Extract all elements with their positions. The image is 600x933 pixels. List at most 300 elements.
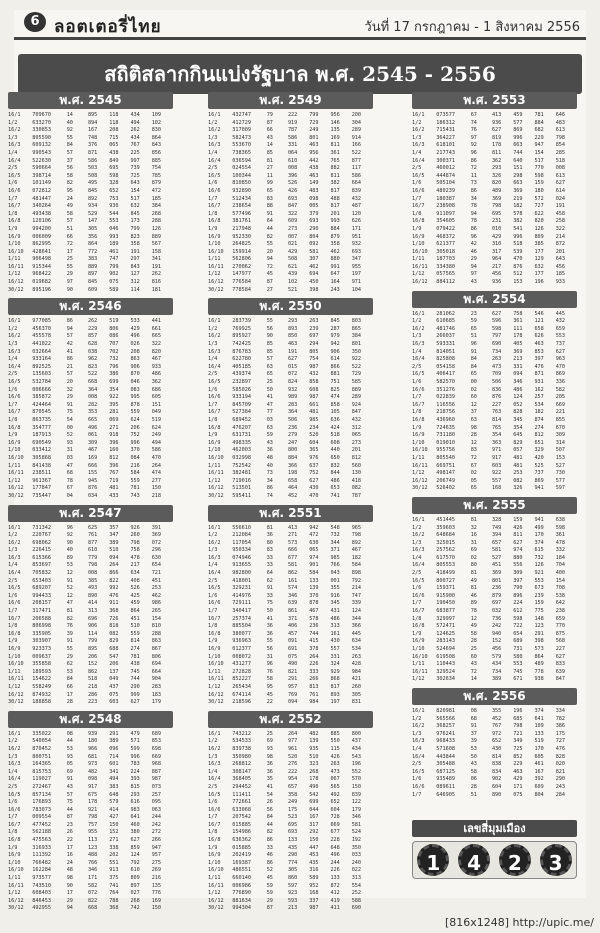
prize-number-cell: 424	[330, 424, 340, 431]
table-row	[8, 547, 173, 555]
prize-number-cell: 693	[287, 829, 298, 836]
first-prize-cell: 164365	[32, 761, 52, 768]
prize-number-cell: 858	[309, 379, 319, 385]
prize-number-cell: 952	[309, 882, 319, 889]
prize-number-cell: 490	[287, 661, 298, 668]
prize-number-cell: 179	[351, 806, 362, 813]
table-row	[8, 570, 173, 578]
prize-number-cell: 668	[87, 905, 98, 912]
prize-number-cell: 368	[109, 608, 119, 615]
prize-number-cell: 553	[534, 577, 544, 584]
table-row	[208, 646, 373, 654]
prize-number-cell: 95	[66, 187, 73, 194]
first-prize-cell: 036594	[232, 157, 252, 164]
prize-number-cell: 51	[470, 791, 477, 798]
first-prize-cell: 186312	[436, 119, 456, 126]
prize-number-cell: 782	[555, 715, 566, 722]
prize-number-cell: 814	[130, 638, 140, 645]
prize-number-cell: 761	[309, 691, 319, 698]
prize-number-cell: 380	[130, 829, 140, 836]
first-prize-cell: 810850	[232, 180, 252, 187]
first-prize-cell: 329231	[232, 585, 252, 592]
prize-number-cell: 962	[87, 356, 98, 363]
draw-date-cell: 1/12	[208, 683, 221, 690]
prize-number-cell: 72	[470, 454, 477, 461]
prize-number-cell: 196	[534, 279, 544, 286]
prize-number-cell: 069	[109, 416, 119, 423]
prize-number-cell: 105	[330, 409, 340, 416]
prize-number-cell: 697	[491, 600, 502, 607]
prize-number-cell: 428	[351, 661, 362, 668]
prize-number-cell: 964	[491, 256, 502, 263]
prize-number-cell: 317	[309, 821, 319, 828]
prize-number-cell: 05	[470, 477, 477, 484]
prize-number-cell: 86	[470, 225, 477, 232]
prize-number-cell: 681	[87, 753, 98, 760]
table-row	[8, 860, 173, 868]
first-prize-cell: 476207	[232, 424, 252, 431]
prize-number-cell: 556	[513, 562, 523, 569]
prize-number-cell: 815	[130, 783, 140, 790]
draw-date-cell: 1/4	[208, 768, 218, 775]
prize-number-cell: 196	[351, 761, 362, 768]
prize-number-cell: 223	[87, 699, 98, 706]
prize-number-cell: 191	[287, 348, 298, 355]
prize-number-cell: 730	[555, 470, 566, 477]
prize-number-cell: 346	[87, 867, 98, 874]
prize-number-cell: 159	[534, 180, 544, 187]
prize-number-cell: 168	[309, 890, 319, 897]
prize-number-cell: 972	[491, 730, 502, 737]
draw-date-cell: 1/7	[8, 401, 18, 408]
prize-number-cell: 548	[330, 524, 340, 531]
first-prize-cell: 498335	[232, 439, 252, 446]
prize-number-cell: 118	[109, 119, 119, 126]
first-prize-cell: 418001	[232, 577, 252, 584]
prize-number-cell: 29	[66, 653, 73, 660]
prize-number-cell: 806	[109, 325, 119, 332]
lucky-digit: 3	[540, 844, 572, 876]
prize-number-cell: 940	[491, 630, 502, 637]
table-row	[8, 669, 173, 677]
prize-number-cell: 236	[287, 424, 298, 431]
prize-number-cell: 665	[151, 333, 162, 340]
prize-number-cell: 25	[266, 730, 273, 737]
prize-number-cell: 496	[130, 333, 140, 340]
prize-number-cell: 51	[470, 333, 477, 340]
prize-number-cell: 54	[266, 791, 273, 798]
prize-number-cell: 582	[87, 882, 98, 889]
table-row	[8, 356, 173, 364]
prize-number-cell: 324	[330, 661, 340, 668]
prize-number-cell: 312	[351, 424, 362, 431]
prize-number-cell: 996	[513, 233, 523, 240]
first-prize-cell: 368405	[232, 776, 252, 783]
table-row	[412, 646, 577, 654]
prize-number-cell: 880	[330, 256, 340, 263]
prize-number-cell: 845	[130, 210, 140, 217]
draw-date-cell: 2/5	[208, 577, 218, 584]
table-row	[8, 440, 173, 448]
prize-number-cell: 847	[351, 409, 362, 416]
prize-number-cell: 263	[309, 318, 319, 325]
draw-date-cell: 16/12	[208, 485, 224, 492]
year-section	[412, 688, 577, 799]
first-prize-cell: 932890	[232, 187, 252, 194]
table-row	[412, 616, 577, 624]
results-table	[412, 708, 577, 799]
prize-number-cell: 565	[330, 783, 340, 790]
prize-number-cell: 346	[513, 379, 523, 385]
prize-number-cell: 441	[151, 318, 162, 325]
prize-number-cell: 843	[151, 142, 162, 149]
prize-number-cell: 182	[534, 409, 544, 416]
draw-date-cell: 1/8	[208, 829, 218, 836]
table-row	[208, 463, 373, 471]
draw-date-cell: 16/7	[8, 615, 21, 622]
prize-number-cell: 79	[266, 112, 273, 118]
prize-number-cell: 799	[309, 112, 319, 118]
first-prize-cell: 863735	[32, 416, 52, 423]
first-prize-cell: 982800	[232, 570, 252, 577]
prize-number-cell: 63	[266, 363, 273, 370]
draw-date-cell: 1/6	[412, 585, 422, 592]
draw-date-cell: 16/6	[412, 783, 425, 790]
first-prize-cell: 268812	[232, 761, 252, 768]
draw-date-cell: 16/8	[412, 623, 425, 630]
prize-number-cell: 253	[151, 585, 162, 592]
table-row	[8, 746, 173, 754]
prize-number-cell: 668	[87, 379, 98, 385]
draw-date-cell: 1/8	[8, 829, 18, 836]
prize-number-cell: 586	[151, 447, 162, 454]
prize-number-cell: 699	[109, 379, 119, 385]
draw-date-cell: 16/1	[412, 516, 425, 523]
prize-number-cell: 206	[87, 653, 98, 660]
prize-number-cell: 869	[513, 127, 523, 134]
draw-date-cell: 16/6	[412, 592, 425, 599]
draw-date-cell: 1/10	[8, 447, 21, 454]
prize-number-cell: 192	[351, 837, 362, 844]
prize-number-cell: 474	[330, 394, 340, 401]
first-prize-cell: 398714	[32, 172, 52, 179]
prize-number-cell: 408	[130, 577, 140, 584]
table-row	[412, 196, 577, 204]
draw-date-cell: 16/6	[412, 386, 425, 393]
prize-number-cell: 40	[266, 462, 273, 469]
prize-number-cell: 010	[491, 225, 502, 232]
prize-number-cell: 313	[351, 875, 362, 882]
draw-date-cell: 1/3	[412, 333, 422, 340]
prize-number-cell: 559	[130, 477, 140, 484]
draw-date-cell: 16/6	[208, 600, 221, 607]
prize-number-cell: 383	[87, 256, 98, 263]
brand-title: ลอตเตอรี่ไทย	[54, 17, 162, 37]
prize-number-cell: 37	[66, 157, 73, 164]
table-row	[8, 341, 173, 349]
draw-date-cell: 1/10	[208, 241, 221, 248]
prize-number-cell: 522	[351, 149, 362, 156]
prize-number-cell: 852	[513, 753, 523, 760]
prize-number-cell: 90	[66, 539, 73, 546]
draw-date-cell: 1/6	[412, 180, 422, 187]
prize-number-cell: 86	[66, 356, 73, 363]
table-row	[8, 287, 173, 295]
prize-number-cell: 614	[555, 187, 566, 194]
first-prize-cell: 117054	[232, 539, 252, 546]
first-prize-cell: 778584	[232, 286, 252, 293]
prize-number-cell: 69	[66, 768, 73, 775]
prize-number-cell: 291	[287, 676, 298, 683]
prize-number-cell: 56	[266, 806, 273, 813]
prize-number-cell: 652	[109, 187, 119, 194]
prize-number-cell: 426	[513, 524, 523, 531]
table-row	[8, 188, 173, 196]
prize-number-cell: 499	[534, 524, 544, 531]
prize-number-cell: 200	[351, 112, 362, 118]
prize-number-cell: 221	[555, 409, 566, 416]
prize-number-cell: 438	[130, 661, 140, 668]
prize-number-cell: 577	[513, 119, 523, 126]
prize-number-cell: 603	[491, 462, 502, 469]
prize-number-cell: 646	[555, 112, 566, 118]
prize-number-cell: 244	[330, 859, 340, 866]
prize-number-cell: 420	[534, 454, 544, 461]
first-prize-cell: 381761	[232, 218, 252, 225]
first-prize-cell: 072812	[32, 187, 52, 194]
table-row	[208, 669, 373, 677]
prize-number-cell: 371	[330, 547, 340, 554]
prize-number-cell: 93	[66, 439, 73, 446]
prize-number-cell: 917	[491, 454, 502, 461]
prize-number-cell: 682	[534, 127, 544, 134]
table-row	[412, 447, 577, 455]
draw-date-cell: 16/12	[208, 897, 224, 904]
prize-number-cell: 189	[109, 241, 119, 248]
prize-number-cell: 997	[130, 157, 140, 164]
prize-number-cell: 338	[109, 844, 119, 851]
prize-number-cell: 624	[151, 424, 162, 431]
prize-number-cell: 249	[151, 432, 162, 439]
table-row	[412, 562, 577, 570]
draw-date-cell: 1/7	[8, 814, 18, 821]
prize-number-cell: 290	[130, 683, 140, 690]
prize-number-cell: 333	[309, 668, 319, 675]
prize-number-cell: 47	[266, 401, 273, 408]
prize-number-cell: 452	[287, 492, 298, 499]
prize-number-cell: 331	[287, 142, 298, 149]
prize-number-cell: 812	[534, 432, 544, 439]
prize-number-cell: 41	[66, 348, 73, 355]
first-prize-cell: 238908	[436, 203, 456, 210]
prize-number-cell: 741	[330, 492, 340, 499]
prize-number-cell: 290	[309, 225, 319, 232]
prize-number-cell: 90	[66, 286, 73, 293]
prize-number-cell: 400	[555, 570, 566, 577]
prize-number-cell: 798	[513, 723, 523, 730]
prize-number-cell: 152	[491, 638, 502, 645]
prize-number-cell: 91	[470, 723, 477, 730]
prize-number-cell: 693	[287, 195, 298, 202]
prize-number-cell: 863	[151, 638, 162, 645]
prize-number-cell: 17	[66, 890, 73, 897]
prize-number-cell: 389	[109, 539, 119, 546]
prize-number-cell: 933	[151, 363, 162, 370]
draw-date-cell: 1/2	[208, 325, 218, 332]
prize-number-cell: 91	[66, 577, 73, 584]
prize-number-cell: 956	[330, 112, 340, 118]
prize-number-cell: 965	[351, 524, 362, 531]
prize-number-cell: 774	[287, 859, 298, 866]
prize-number-cell: 816	[151, 279, 162, 286]
table-row	[412, 738, 577, 746]
prize-number-cell: 075	[287, 653, 298, 660]
first-prize-cell: 355858	[32, 661, 52, 668]
first-prize-cell: 498147	[436, 470, 456, 477]
prize-number-cell: 956	[309, 149, 319, 156]
prize-number-cell: 76	[66, 623, 73, 630]
prize-number-cell: 598	[555, 524, 566, 531]
prize-number-cell: 821	[555, 768, 566, 775]
draw-date-cell: 16/9	[412, 233, 425, 240]
prize-number-cell: 93	[66, 753, 73, 760]
prize-number-cell: 985	[309, 416, 319, 423]
prize-number-cell: 94	[266, 256, 273, 263]
prize-number-cell: 90	[66, 882, 73, 889]
table-row	[8, 142, 173, 150]
prize-number-cell: 65	[470, 325, 477, 332]
prize-number-cell: 23	[470, 310, 477, 317]
prize-number-cell: 266	[151, 837, 162, 844]
prize-number-cell: 429	[130, 325, 140, 332]
draw-date-cell: 1/8	[208, 623, 218, 630]
prize-number-cell: 355	[330, 585, 340, 592]
draw-date-cell: 16/7	[412, 203, 425, 210]
prize-number-cell: 453	[309, 852, 319, 859]
prize-number-cell: 572	[534, 195, 544, 202]
first-prize-cell: 621377	[436, 241, 456, 248]
prize-number-cell: 026	[130, 341, 140, 348]
prize-number-cell: 57	[266, 356, 273, 363]
draw-date-cell: 16/12	[8, 279, 24, 286]
prize-number-cell: 473	[330, 768, 340, 775]
prize-number-cell: 369	[151, 532, 162, 539]
prize-number-cell: 845	[330, 318, 340, 325]
prize-number-cell: 878	[130, 401, 140, 408]
draw-date-cell: 16/3	[208, 554, 221, 561]
prize-number-cell: 130	[351, 470, 362, 477]
draw-date-cell: 16/4	[208, 570, 221, 577]
prize-number-cell: 941	[534, 485, 544, 492]
draw-date-cell: 1/2	[208, 738, 218, 745]
first-prize-cell: 206588	[32, 615, 52, 622]
prize-number-cell: 83	[266, 547, 273, 554]
first-prize-cell: 590664	[32, 165, 52, 172]
prize-number-cell: 431	[330, 608, 340, 615]
first-prize-cell: 709670	[32, 112, 52, 118]
prize-number-cell: 934	[87, 203, 98, 210]
prize-number-cell: 224	[513, 600, 523, 607]
table-row	[8, 822, 173, 830]
table-row	[208, 761, 373, 769]
prize-number-cell: 414	[109, 806, 119, 813]
prize-number-cell: 822	[109, 577, 119, 584]
prize-number-cell: 405	[513, 341, 523, 348]
prize-number-cell: 747	[109, 256, 119, 263]
prize-number-cell: 78	[470, 203, 477, 210]
prize-number-cell: 082	[513, 477, 523, 484]
prize-number-cell: 462	[309, 263, 319, 270]
prize-number-cell: 54	[66, 416, 73, 423]
first-prize-cell: 622780	[232, 356, 252, 363]
prize-number-cell: 294	[309, 341, 319, 348]
first-prize-cell: 608403	[32, 890, 52, 897]
draw-date-cell: 16/1	[412, 310, 425, 317]
draw-date-cell: 16/9	[8, 646, 21, 652]
prize-number-cell: 046	[109, 225, 119, 232]
draw-date-cell: 1/12	[208, 271, 221, 278]
first-prize-cell: 852227	[232, 676, 252, 683]
prize-number-cell: 527	[491, 554, 502, 561]
prize-number-cell: 996	[513, 134, 523, 141]
prize-number-cell: 581	[287, 562, 298, 569]
draw-date-cell: 16/8	[8, 630, 21, 637]
draw-date-cell: 16/11	[208, 263, 224, 270]
prize-number-cell: 494	[130, 119, 140, 126]
prize-number-cell: 015	[287, 363, 298, 370]
table-row	[8, 333, 173, 341]
prize-number-cell: 612	[513, 608, 523, 615]
first-prize-cell: 006666	[32, 386, 52, 393]
prize-number-cell: 732	[109, 356, 119, 363]
table-row	[8, 120, 173, 128]
first-prize-cell: 089611	[436, 783, 456, 790]
first-prize-cell: 006986	[232, 882, 252, 889]
prize-number-cell: 861	[287, 608, 298, 615]
draw-date-cell: 16/2	[8, 745, 21, 752]
table-row	[412, 432, 577, 440]
prize-number-cell: 08	[66, 730, 73, 737]
first-prize-cell: 911097	[436, 210, 456, 217]
prize-number-cell: 349	[513, 738, 523, 745]
prize-number-cell: 47	[66, 600, 73, 607]
first-prize-cell: 669751	[436, 462, 456, 469]
prize-number-cell: 48	[266, 454, 273, 461]
prize-number-cell: 799	[109, 263, 119, 270]
draw-date-cell: 1/9	[208, 432, 218, 439]
prize-number-cell: 213	[287, 905, 298, 912]
prize-number-cell: 800	[351, 730, 362, 737]
prize-number-cell: 743	[130, 492, 140, 499]
prize-number-cell: 429	[287, 248, 298, 255]
prize-number-cell: 529	[87, 210, 98, 217]
prize-number-cell: 604	[491, 783, 502, 790]
prize-number-cell: 354	[491, 432, 502, 439]
prize-number-cell: 597	[555, 485, 566, 492]
prize-number-cell: 361	[513, 318, 523, 325]
table-row	[412, 165, 577, 173]
first-prize-cell: 428641	[32, 248, 52, 255]
year-header: พ.ศ. 2556	[412, 688, 577, 705]
first-prize-cell: 441022	[32, 341, 52, 348]
prize-number-cell: 161	[330, 630, 340, 637]
prize-number-cell: 911	[109, 600, 119, 607]
prize-number-cell: 919	[287, 119, 298, 126]
draw-date-cell: 16/1	[208, 730, 221, 737]
prize-number-cell: 206	[109, 661, 119, 668]
prize-number-cell: 17	[66, 248, 73, 255]
prize-number-cell: 745	[513, 668, 523, 675]
